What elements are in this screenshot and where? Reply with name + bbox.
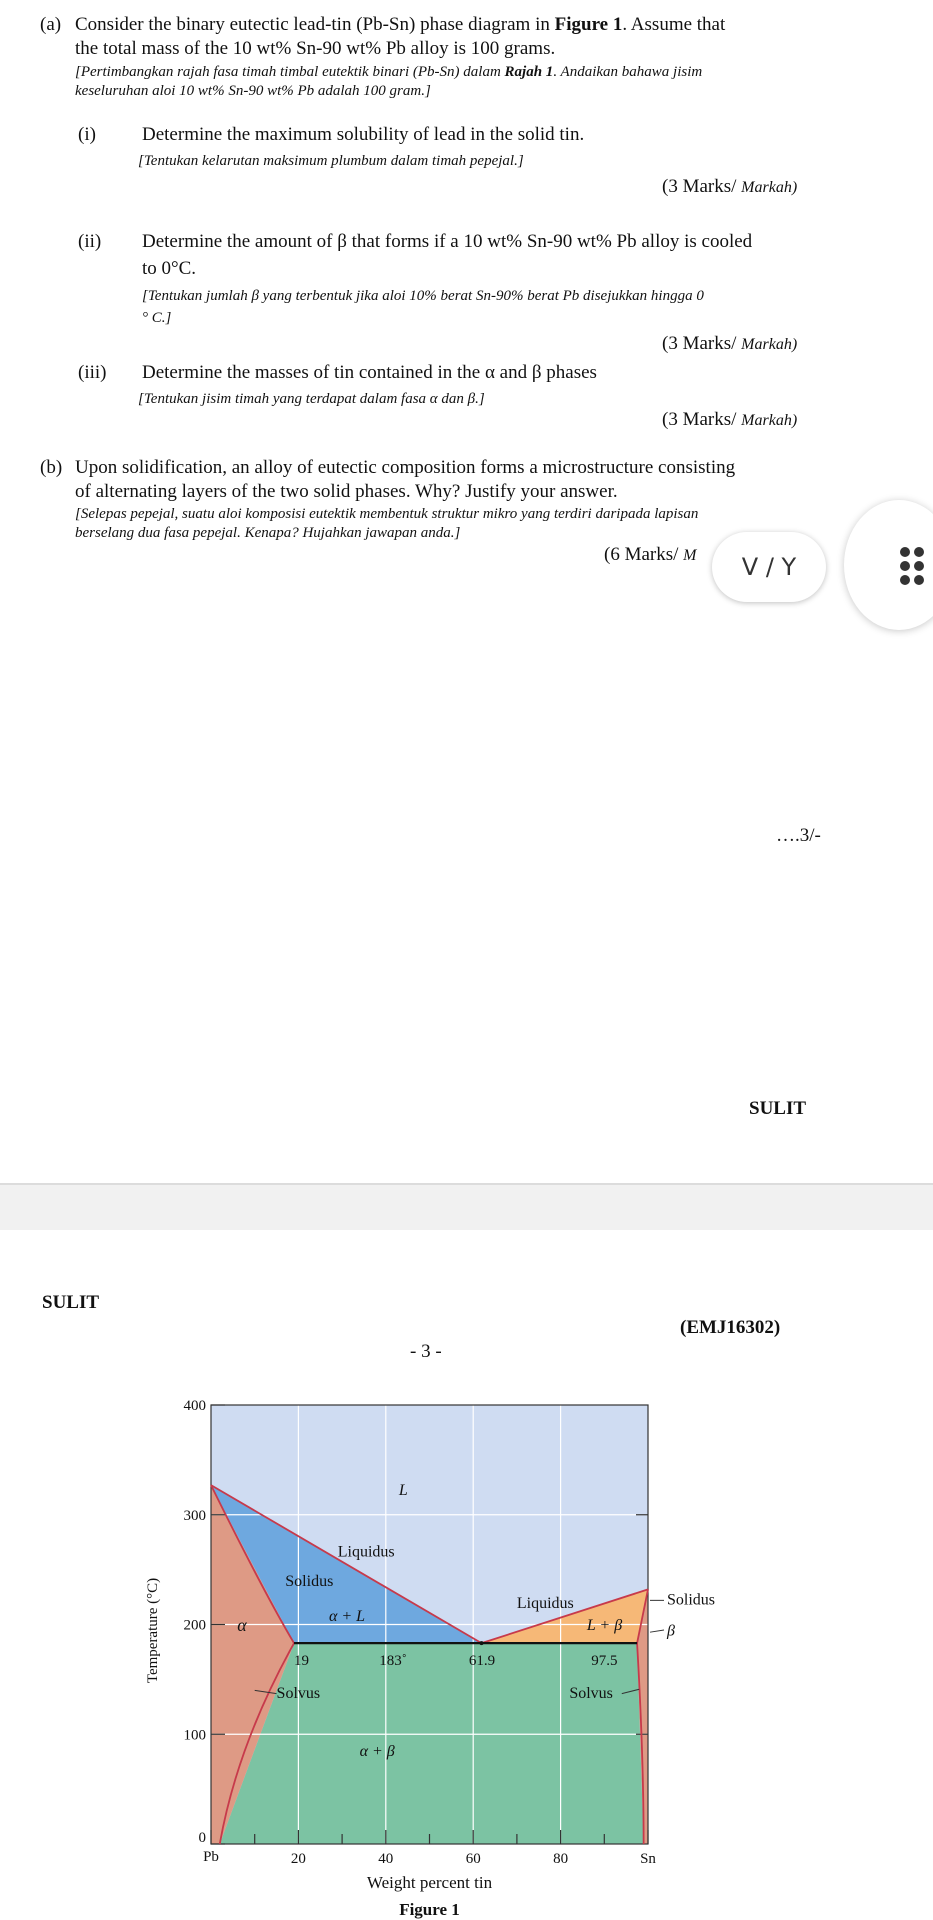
page-number: - 3 -: [410, 1341, 442, 1362]
question-a-malay-line1: [Pertimbangkan rajah fasa timah timbal eutektik binari (Pb-Sn) dalam Rajah 1. Andaikan bahawa jisim: [75, 64, 703, 80]
value-alpha-max: 19: [294, 1653, 310, 1670]
label-solvus-right: Solvus: [569, 1685, 613, 1703]
question-b-malay-line1: [Selepas pepejal, suatu aloi komposisi eutektik membentuk struktur mikro yang terdiri daripada lapisan: [75, 506, 699, 522]
x-tick-label: 20: [290, 1851, 306, 1867]
question-a-text-line2: the total mass of the 10 wt% Sn-90 wt% Pb alloy is 100 grams.: [75, 38, 556, 59]
label-alpha: α: [237, 1615, 247, 1636]
question-a-text-line1: Consider the binary eutectic lead-tin (Pb-Sn) phase diagram in Figure 1. Assume that: [75, 14, 726, 35]
subquestion-iii-label: (iii): [78, 362, 107, 383]
subquestion-ii-malay-line2: ° C.]: [142, 310, 172, 326]
phase-diagram-figure: [0, 1380, 933, 1920]
question-a-malay-line2: keseluruhan aloi 10 wt% Sn-90 wt% Pb adalah 100 gram.]: [75, 83, 431, 99]
question-b-malay-line2: berselang dua fasa pepejal. Kenapa? Hujahkan jawapan anda.]: [75, 525, 461, 541]
subquestion-ii-text-line1: Determine the amount of β that forms if a 10 wt% Sn-90 wt% Pb alloy is cooled: [142, 231, 753, 252]
y-tick-label: 400: [183, 1398, 206, 1414]
label-liquidus-left: Liquidus: [337, 1543, 395, 1561]
question-b-text-line2: of alternating layers of the two solid phases. Why? Justify your answer.: [75, 481, 618, 502]
subquestion-ii-marks: (3 Marks/ Markah): [662, 333, 798, 354]
subquestion-i-text: Determine the maximum solubility of lead in the solid tin.: [142, 124, 585, 145]
page-header-sulit: SULIT: [42, 1292, 100, 1313]
question-b-text-line1: Upon solidification, an alloy of eutectic composition forms a microstructure consisting: [75, 457, 736, 478]
subquestion-ii-text-line2: to 0°C.: [142, 258, 197, 279]
subquestion-iii-marks: (3 Marks/ Markah): [662, 409, 798, 430]
label-liquid: L: [398, 1481, 408, 1499]
y-axis-label: Temperature (°C): [145, 1577, 161, 1684]
subquestion-i-malay: [Tentukan kelarutan maksimum plumbum dalam timah pepejal.]: [138, 153, 524, 169]
question-a-label: (a): [40, 14, 62, 35]
page-separator: [0, 1183, 933, 1230]
beta-leader: [650, 1630, 664, 1632]
y-tick-label: 200: [183, 1617, 206, 1634]
label-beta: β: [667, 1622, 675, 1640]
label-alpha-beta: α + β: [359, 1743, 395, 1761]
figure-caption: Figure 1: [399, 1900, 460, 1919]
page-continue-marker: ….3/-: [776, 825, 821, 846]
subquestion-iii-text: Determine the masses of tin contained in the α and β phases: [142, 362, 597, 383]
label-liquidus-right: Liquidus: [516, 1595, 574, 1613]
eutectic-point: [480, 1641, 484, 1645]
page-course-code: (EMJ16302): [680, 1317, 781, 1338]
question-b-marks: (6 Marks/ M: [604, 544, 697, 565]
viewer-menu-button[interactable]: [844, 500, 933, 630]
subquestion-iii-malay: [Tentukan jisim timah yang terdapat dalam fasa α dan β.]: [138, 391, 485, 407]
region-alpha-beta: [220, 1643, 644, 1844]
question-b-label: (b): [40, 457, 63, 478]
x-tick-label-pb: Pb: [203, 1849, 219, 1865]
value-beta-max: 97.5: [591, 1653, 618, 1670]
x-tick-label-sn: Sn: [640, 1851, 656, 1867]
value-eutectic-temp: 183˚: [379, 1653, 407, 1670]
value-eutectic-comp: 61.9: [468, 1653, 496, 1670]
x-tick-label: 80: [553, 1851, 569, 1867]
label-solvus-left: Solvus: [276, 1685, 321, 1703]
y-tick-label: 0: [198, 1830, 206, 1846]
label-solidus-left: Solidus: [285, 1573, 334, 1591]
page-footer-sulit: SULIT: [749, 1098, 807, 1119]
y-tick-label: 100: [183, 1727, 206, 1744]
x-tick-label: 40: [378, 1851, 394, 1867]
label-beta-liquid: L + β: [586, 1616, 623, 1634]
subquestion-ii-label: (ii): [78, 231, 102, 252]
subquestion-i-label: (i): [78, 124, 96, 145]
page-indicator-text: V / Y: [741, 553, 797, 581]
label-alpha-liquid: α + L: [328, 1608, 366, 1626]
x-tick-label: 60: [465, 1851, 481, 1867]
page-indicator[interactable]: [712, 532, 826, 602]
subquestion-i-marks: (3 Marks/ Markah): [662, 176, 798, 197]
subquestion-ii-malay-line1: [Tentukan jumlah β yang terbentuk jika aloi 10% berat Sn-90% berat Pb disejukkan hingga 0: [142, 288, 704, 304]
y-tick-label: 300: [183, 1507, 206, 1524]
x-axis-label: Weight percent tin: [366, 1873, 493, 1892]
label-solidus-right: Solidus: [667, 1591, 716, 1609]
